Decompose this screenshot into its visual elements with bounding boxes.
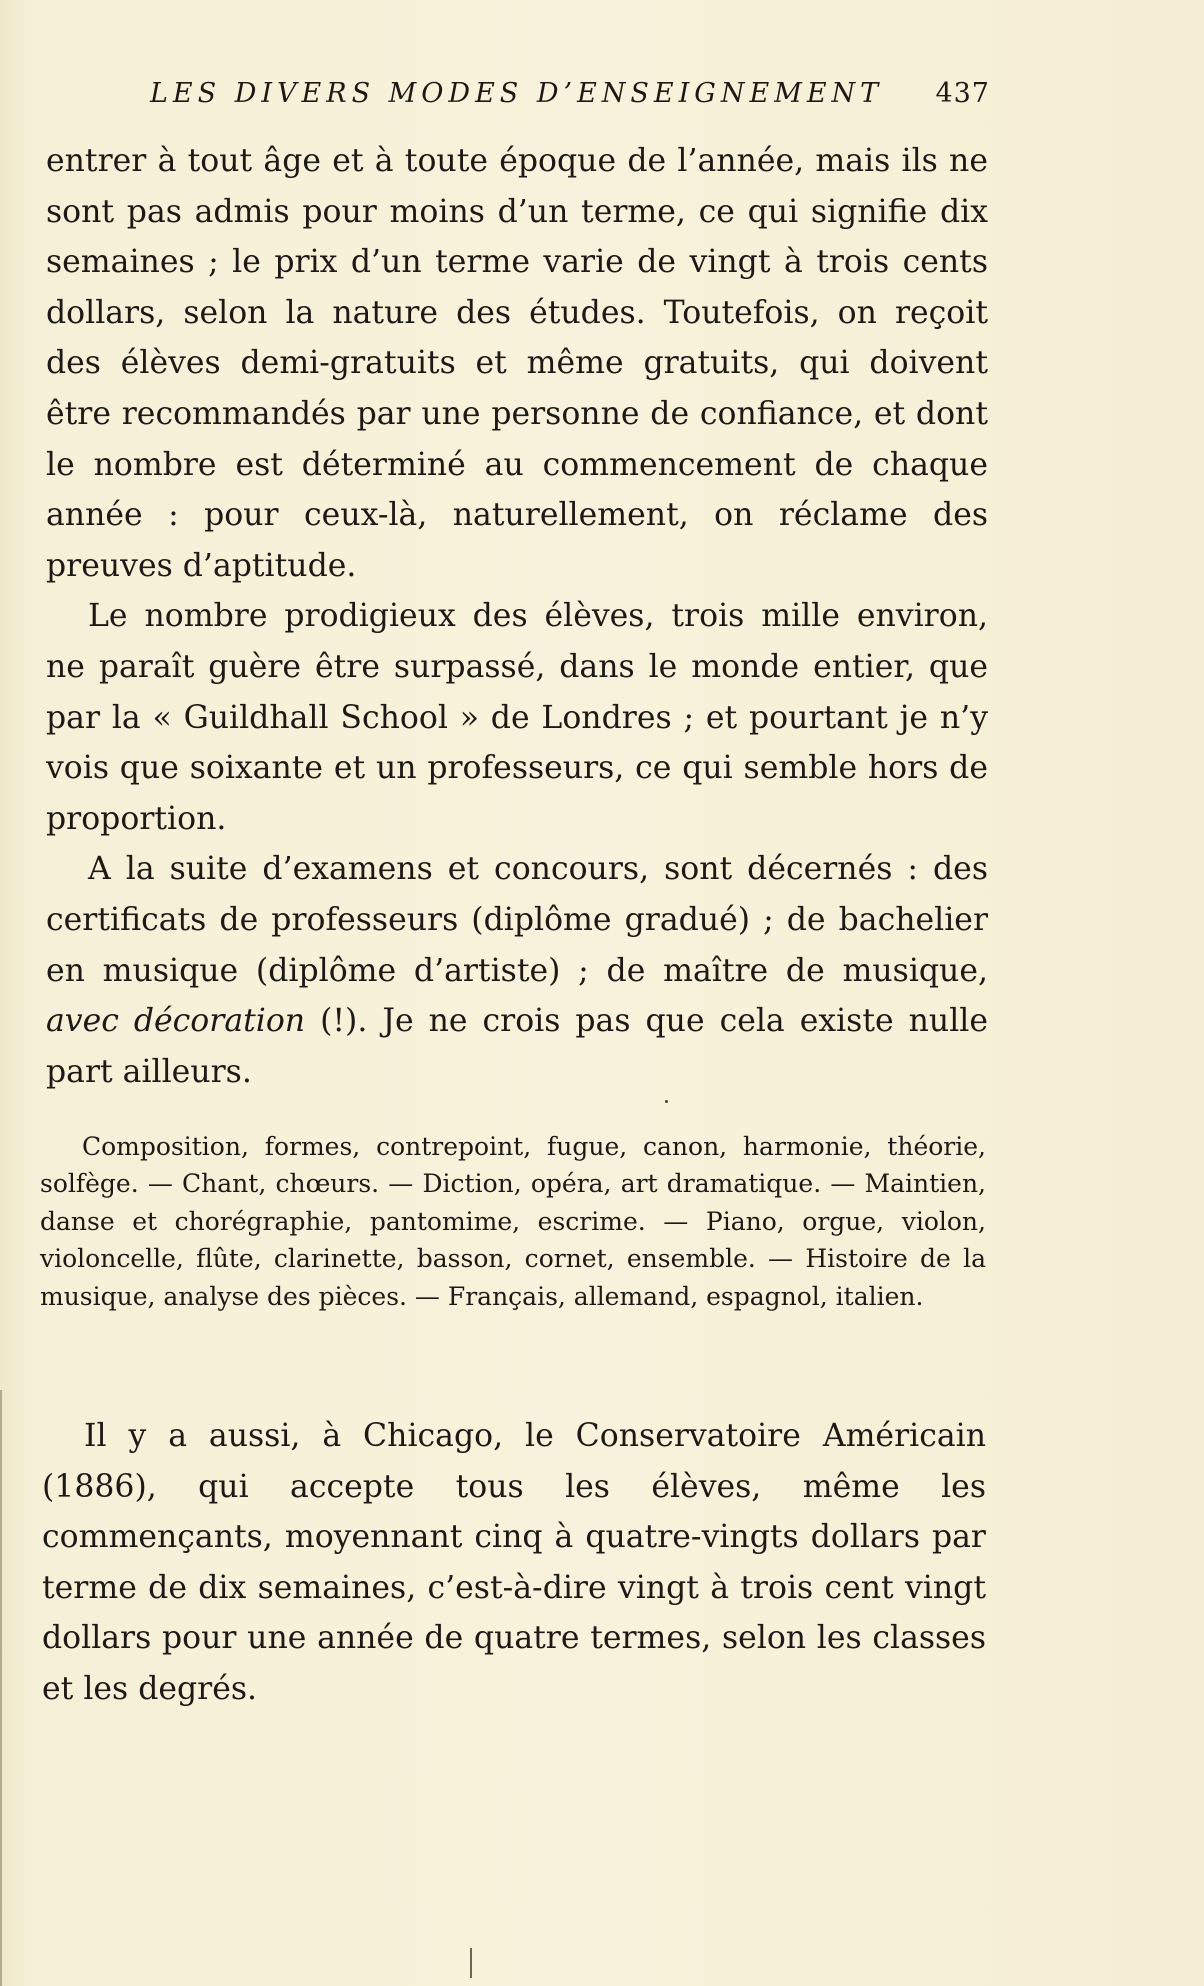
paragraph-3-text-end: (!). Je ne crois pas que cela existe nulle part ailleurs.	[46, 1003, 989, 1090]
page-edge-mark	[0, 1390, 2, 1986]
closing-paragraph: Il y a aussi, à Chicago, le Conservatoire Américain (1886), qui accepte tous les élèves, même les commençants, moyennant cinq à quatre-vingts dollars par terme de dix semaines, c’est-à-dire vingt à trois cent vingt dollars pour une année de quatre termes, selon les classes et les degrés.	[42, 1418, 986, 1707]
page-number: 437	[935, 78, 990, 109]
paragraph-3-italic: avec décoration	[46, 1003, 306, 1040]
paragraph-1: entrer à tout âge et à toute époque de l’année, mais ils ne sont pas admis pour moins d’un terme, ce qui signifie dix semaines ; le prix d’un terme varie de vingt à trois cents dollars, selon la nature des études. Toutefois, on reçoit des élèves demi-gratuits et même gratuits, qui doivent être recommandés par une personne de confiance, et dont le nombre est déterminé au commencement de chaque année : pour ceux-là, naturellement, on réclame des preuves d’aptitude.	[46, 143, 988, 584]
paragraph-3-text-start: A la suite d’examens et concours, sont décernés : des certificats de professeurs (diplôme gradué) ; de bachelier en musique (diplôme d’artiste) ; de maître de musique,	[46, 851, 988, 989]
running-header	[150, 78, 990, 118]
footnote	[40, 1128, 986, 1315]
bottom-mark	[470, 1948, 472, 1978]
paragraph-2: Le nombre prodigieux des élèves, trois mille environ, ne paraît guère être surpassé, dans le monde entier, que par la « Guildhall School » de Londres ; et pourtant je n’y vois que soixante et un professeurs, ce qui semble hors de proportion.	[46, 598, 988, 837]
closing-text	[42, 1411, 986, 1715]
stray-dot	[665, 1100, 668, 1103]
footnote-text: Composition, formes, contrepoint, fugue, canon, harmonie, théorie, solfège. — Chant, chœurs. — Diction, opéra, art dramatique. — Maintien, danse et chorégraphie, pantomime, escrime. — Piano, orgue, violon, violoncelle, flûte, clarinette, basson, cornet, ensemble. — Histoire de la musique, analyse des pièces. — Français, allemand, espagnol, italien.	[40, 1132, 986, 1311]
paragraph-3	[46, 844, 988, 1097]
running-title: LES DIVERS MODES D’ENSEIGNEMENT	[150, 78, 884, 109]
main-text	[46, 136, 988, 1097]
